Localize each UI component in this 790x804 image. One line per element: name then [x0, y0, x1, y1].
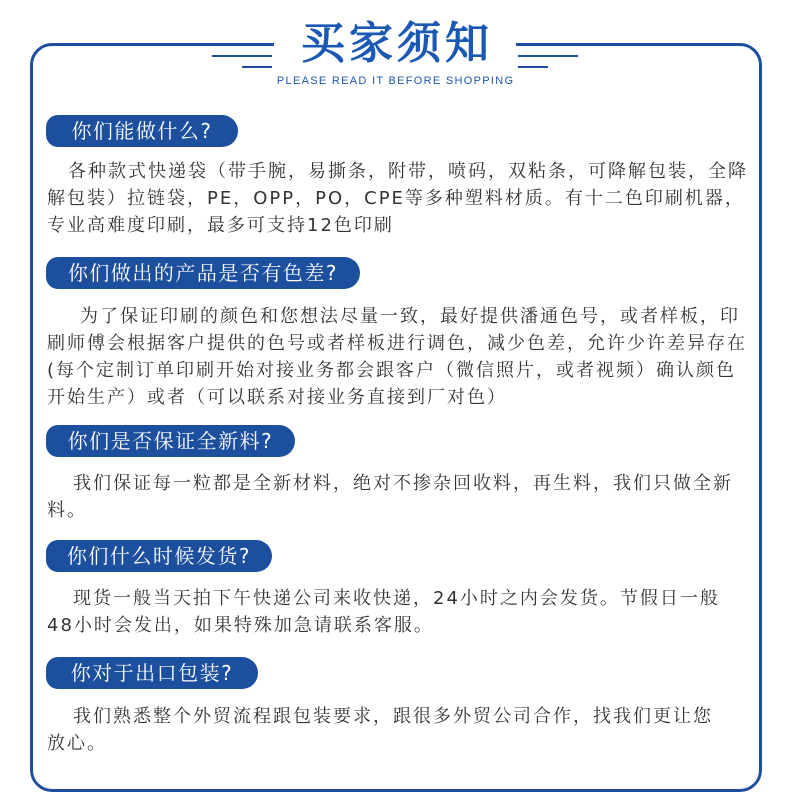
faq-answer-line: (每个定制订单印刷开始对接业务都会跟客户（微信照片，或者视频）确认颜色 [47, 360, 737, 381]
faq-question-badge: 你们能做什么? [46, 115, 238, 147]
faq-answer [47, 470, 733, 524]
faq-question-badge: 你们做出的产品是否有色差? [46, 257, 360, 289]
faq-question-badge: 你们是否保证全新料? [46, 425, 295, 457]
faq-answer-line: 我们熟悉整个外贸流程跟包装要求，跟很多外贸公司合作，找我们更让您 [73, 706, 713, 727]
faq-answer-line: 专业高难度印刷，最多可支持12色印刷 [47, 215, 394, 236]
faq-answer-line: 解包装）拉链袋，PE，OPP，PO，CPE等多种塑料材质。有十二色印刷机器， [47, 188, 745, 209]
faq-answer [47, 585, 720, 639]
faq-answer-line: 开始生产）或者（可以联系对接业务直接到厂对色） [47, 387, 507, 408]
faq-answer-line: 我们保证每一粒都是全新材料，绝对不掺杂回收料，再生料，我们只做全新 [73, 473, 733, 494]
title-decoration-line [518, 55, 578, 57]
page-subtitle: PLEASE READ IT BEFORE SHOPPING [276, 75, 515, 87]
faq-answer [47, 158, 748, 239]
faq-answer-line: 刷师傅会根据客户提供的色号或者样板进行调色，减少色差，允许少许差异存在 [47, 333, 747, 354]
title-block [274, 18, 516, 96]
title-decoration-line [518, 66, 548, 68]
faq-answer [47, 703, 713, 757]
faq-answer-line: 各种款式快递袋（带手腕，易撕条，附带，喷码，双粘条，可降解包装，全降 [68, 161, 748, 182]
title-decoration-line [212, 55, 272, 57]
faq-answer [47, 303, 747, 411]
page-title: 买家须知 [301, 18, 493, 69]
faq-answer-line: 放心。 [47, 733, 107, 754]
title-decoration-line [242, 66, 272, 68]
faq-question-badge: 你们什么时候发货? [46, 540, 272, 572]
faq-answer-line: 48小时会发出，如果特殊加急请联系客服。 [47, 615, 434, 636]
faq-question-badge: 你对于出口包装? [46, 657, 258, 689]
faq-answer-line: 现货一般当天拍下午快递公司来收快递，24小时之内会发货。节假日一般 [73, 588, 720, 609]
faq-answer-line: 为了保证印刷的颜色和您想法尽量一致，最好提供潘通色号，或者样板，印 [80, 306, 740, 327]
faq-answer-line: 料。 [47, 500, 87, 521]
